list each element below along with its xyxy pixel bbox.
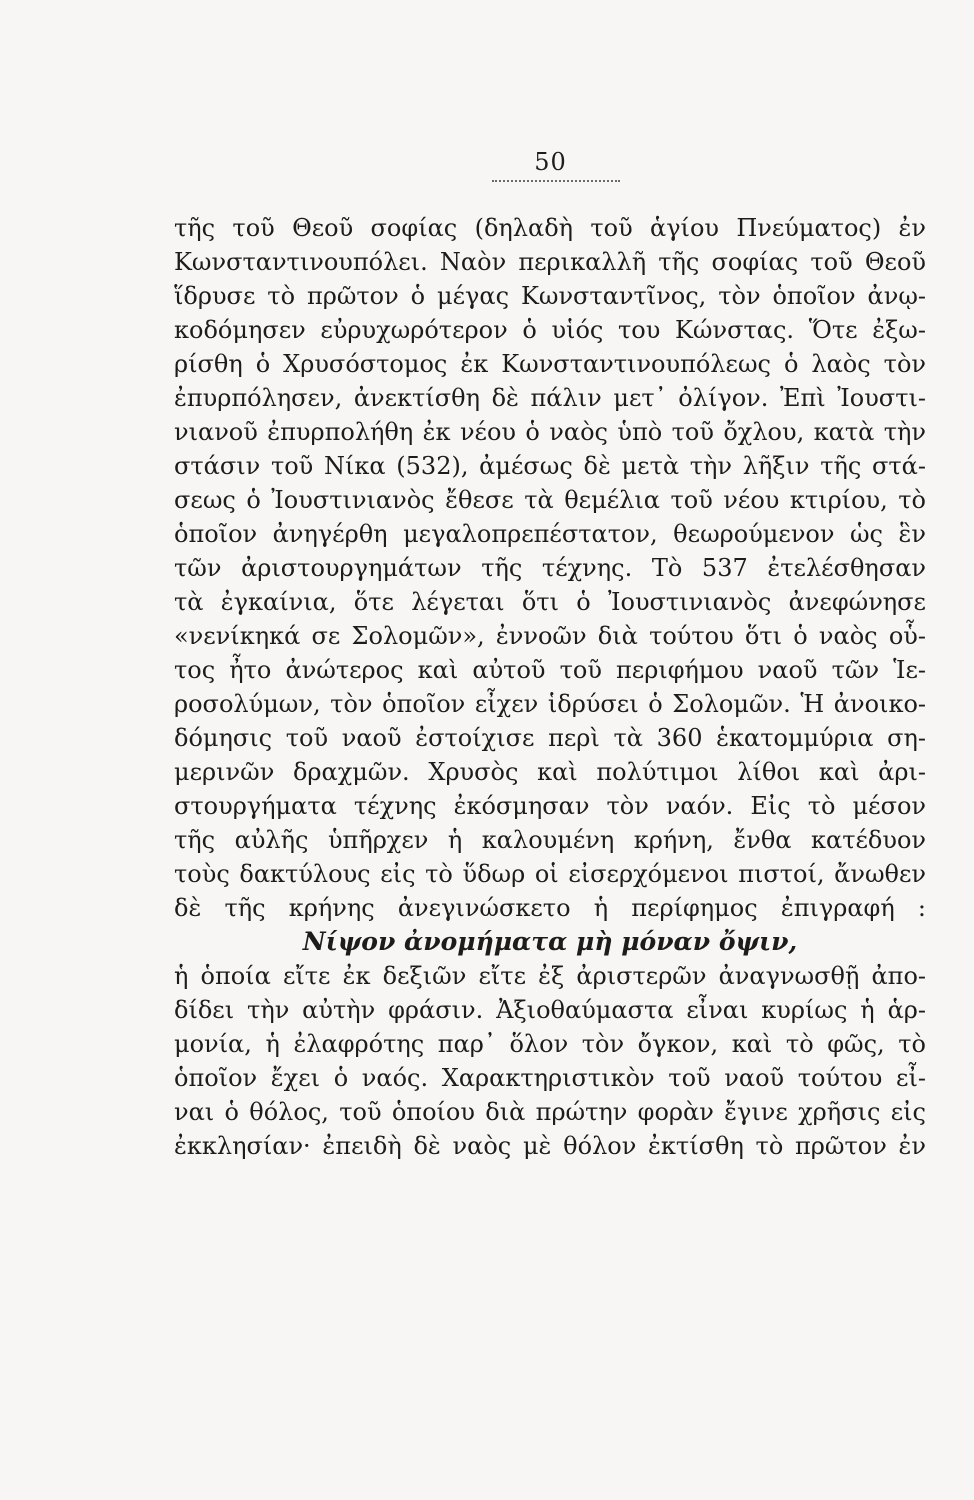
text-line: τοὺς δακτύλους εἰς τὸ ὕδωρ οἱ εἰσερχόμενοι πιστοί, ἄνωθεν — [174, 860, 926, 888]
page-number-rule — [492, 180, 620, 182]
text-line: μονία, ἡ ἐλαφρότης παρ᾽ ὅλον τὸν ὄγκον, καὶ τὸ φῶς, τὸ — [174, 1030, 926, 1058]
text-line: «νενίκηκά σε Σολομῶν», ἐννοῶν διὰ τούτου ὅτι ὁ ναὸς οὗ- — [174, 622, 926, 650]
text-line: δὲ τῆς κρήνης ἀνεγινώσκετο ἡ περίφημος ἐπιγραφή : — [174, 894, 926, 922]
body-text — [174, 211, 926, 1163]
text-line: σεως ὁ Ἰουστινιανὸς ἔθεσε τὰ θεμέλια τοῦ νέου κτιρίου, τὸ — [174, 486, 926, 514]
text-line: κοδόμησεν εὐρυχωρότερον ὁ υἱός του Κώνστας. Ὅτε ἐξω- — [174, 316, 926, 344]
text-line: τῆς αὐλῆς ὑπῆρχεν ἡ καλουμένη κρήνη, ἔνθα κατέδυον — [174, 826, 926, 854]
text-line: ἡ ὁποία εἴτε ἐκ δεξιῶν εἴτε ἐξ ἀριστερῶν ἀναγνωσθῇ ἀπο- — [174, 962, 926, 990]
text-line: Κωνσταντινουπόλει. Ναὸν περικαλλῆ τῆς σοφίας τοῦ Θεοῦ — [174, 248, 926, 276]
text-line: δόμησις τοῦ ναοῦ ἐστοίχισε περὶ τὰ 360 ἑκατομμύρια ση- — [174, 724, 926, 752]
text-line: τὰ ἐγκαίνια, ὅτε λέγεται ὅτι ὁ Ἰουστινιανὸς ἀνεφώνησε — [174, 588, 926, 616]
text-line: νιανοῦ ἐπυρπολήθη ἐκ νέου ὁ ναὸς ὑπὸ τοῦ ὄχλου, κατὰ τὴν — [174, 418, 926, 446]
text-line: ὁποῖον ἔχει ὁ ναός. Χαρακτηριστικὸν τοῦ ναοῦ τούτου εἶ- — [174, 1064, 926, 1092]
text-line: στάσιν τοῦ Νίκα (532), ἀμέσως δὲ μετὰ τὴν λῆξιν τῆς στά- — [174, 452, 926, 480]
text-line: τῶν ἀριστουργημάτων τῆς τέχνης. Τὸ 537 ἐτελέσθησαν — [174, 554, 926, 582]
text-line: ναι ὁ θόλος, τοῦ ὁποίου διὰ πρώτην φορὰν ἔγινε χρῆσις εἰς — [174, 1098, 926, 1126]
text-line: ὁποῖον ἀνηγέρθη μεγαλοπρεπέστατον, θεωρούμενον ὡς ἓν — [174, 520, 926, 548]
text-line: ροσολύμων, τὸν ὁποῖον εἶχεν ἱδρύσει ὁ Σολομῶν. Ἡ ἀνοικο- — [174, 690, 926, 718]
text-line: τῆς τοῦ Θεοῦ σοφίας (δηλαδὴ τοῦ ἁγίου Πνεύματος) ἐν — [174, 214, 926, 242]
text-line: ἵδρυσε τὸ πρῶτον ὁ μέγας Κωνσταντῖνος, τὸν ὁποῖον ἀνῳ- — [174, 282, 926, 310]
text-line: στουργήματα τέχνης ἐκόσμησαν τὸν ναόν. Εἰς τὸ μέσον — [174, 792, 926, 820]
text-line: ρίσθη ὁ Χρυσόστομος ἐκ Κωνσταντινουπόλεως ὁ λαὸς τὸν — [174, 350, 926, 378]
text-line: ἐκκλησίαν· ἐπειδὴ δὲ ναὸς μὲ θόλον ἐκτίσθη τὸ πρῶτον ἐν — [174, 1132, 926, 1160]
inscription-line: Νίψον ἀνομήματα μὴ μόναν ὄψιν, — [302, 927, 798, 956]
page-number: 50 — [534, 148, 567, 176]
text-line: δίδει τὴν αὐτὴν φράσιν. Ἀξιοθαύμαστα εἶναι κυρίως ἡ ἁρ- — [174, 996, 926, 1024]
text-line: τος ἦτο ἀνώτερος καὶ αὐτοῦ τοῦ περιφήμου ναοῦ τῶν Ἱε- — [174, 656, 926, 684]
text-line: ἐπυρπόλησεν, ἀνεκτίσθη δὲ πάλιν μετ᾽ ὀλίγον. Ἐπὶ Ἰουστι- — [174, 384, 926, 412]
text-line: μερινῶν δραχμῶν. Χρυσὸς καὶ πολύτιμοι λίθοι καὶ ἀρι- — [174, 758, 926, 786]
